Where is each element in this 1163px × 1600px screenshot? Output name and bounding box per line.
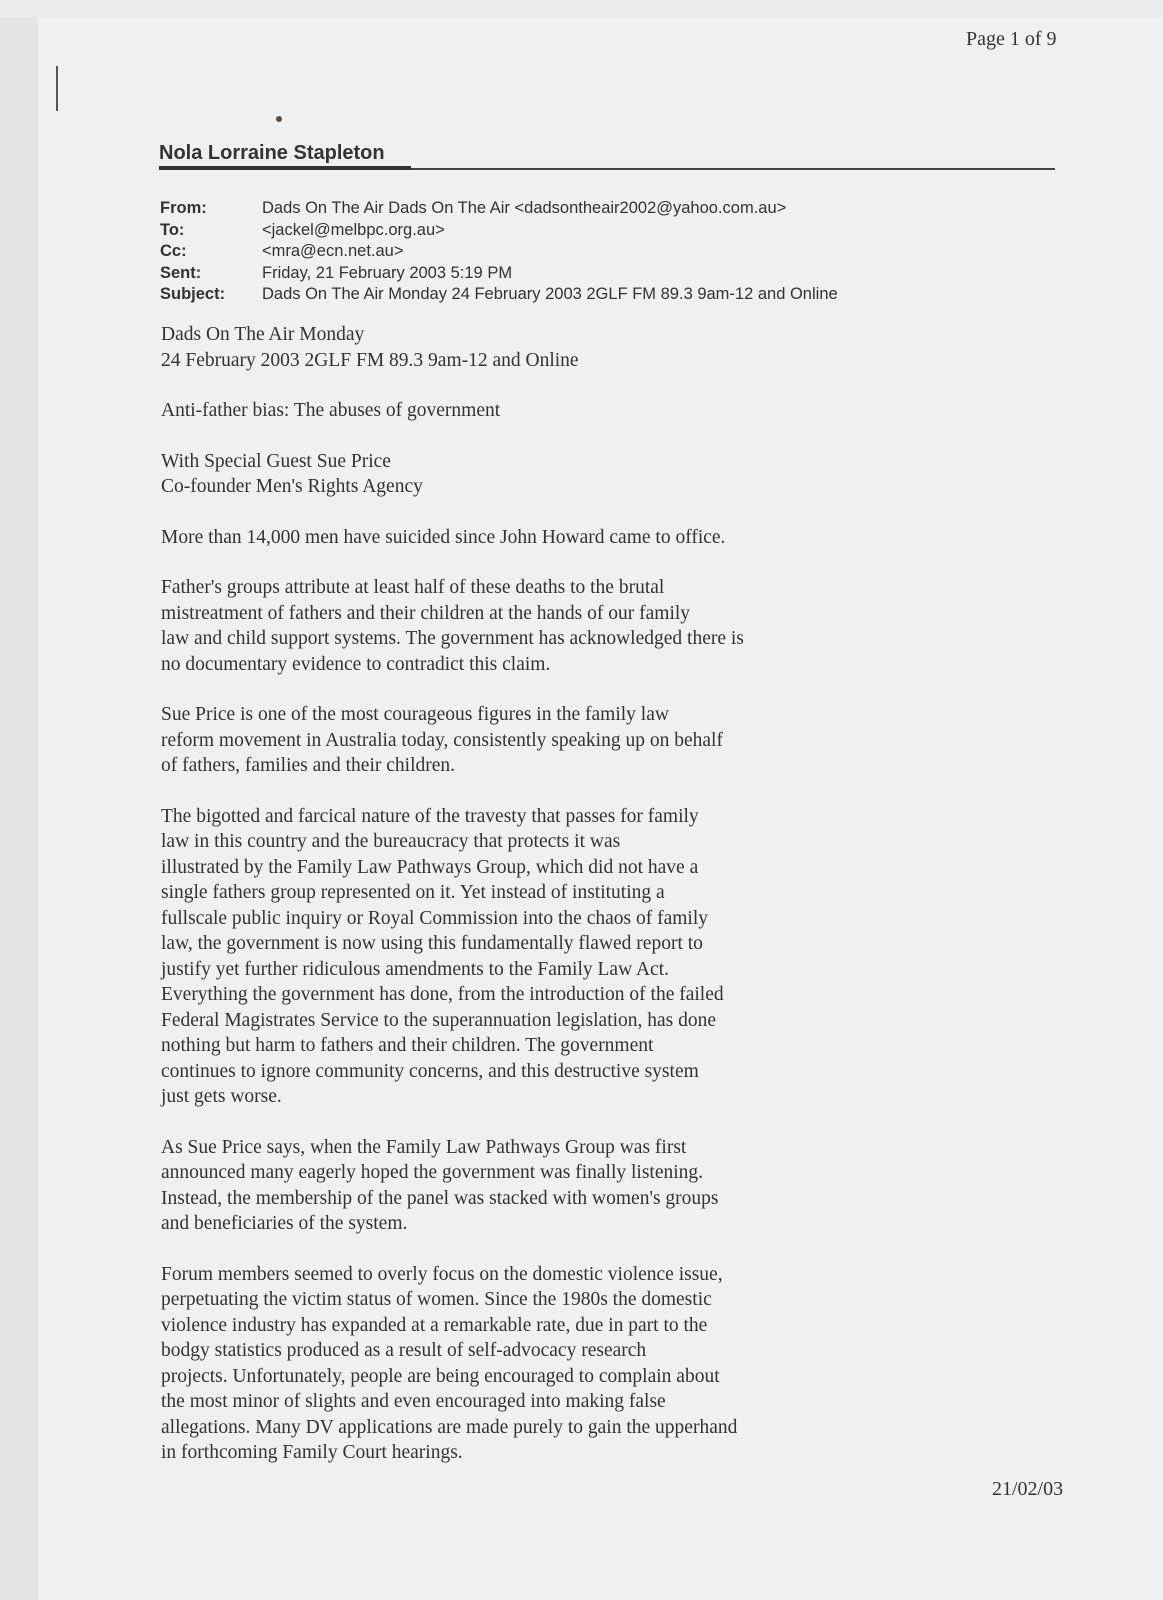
email-body (161, 322, 861, 1491)
body-paragraph: Sue Price is one of the most courageous figures in the family law reform movement in Australia today, consistently speaking up on behalf of fathers, families and their children. (161, 704, 723, 776)
subject-row (160, 284, 838, 306)
body-paragraph-title: Dads On The Air Monday 24 February 2003 2GLF FM 89.3 9am-12 and Online (161, 324, 579, 371)
sender-name: Nola Lorraine Stapleton (159, 142, 385, 164)
body-paragraph: Father's groups attribute at least half of these deaths to the brutal mistreatment of fathers and their children at the hands of our family law and child support systems. The government has acknowledged there is no documentary evidence to contradict this claim. (161, 577, 744, 675)
scan-left-edge (0, 18, 38, 1600)
name-underline (159, 166, 411, 170)
body-paragraph: As Sue Price says, when the Family Law Pathways Group was first announced many eagerly hoped the government was finally listening. Instead, the membership of the panel was stacked with women's groups and beneficiaries of the system. (161, 1136, 719, 1234)
from-label: From: (160, 199, 207, 217)
subject-label: Subject: (160, 285, 226, 303)
body-paragraph-topic: Anti-father bias: The abuses of government (161, 400, 501, 421)
footer-date: 21/02/03 (992, 1478, 1064, 1500)
subject-value: Dads On The Air Monday 24 February 2003 2GLF FM 89.3 9am-12 and Online (262, 285, 838, 303)
body-paragraph: More than 14,000 men have suicided since John Howard came to office. (161, 526, 726, 548)
body-paragraph-guest: With Special Guest Sue Price Co-founder Men's Rights Agency (161, 450, 423, 497)
staple-mark (56, 66, 58, 111)
sent-row (160, 263, 838, 285)
from-row (160, 198, 838, 220)
from-value: Dads On The Air Dads On The Air <dadsontheair2002@yahoo.com.au> (262, 199, 787, 217)
to-row (160, 220, 838, 242)
email-headers (160, 198, 838, 306)
sent-value: Friday, 21 February 2003 5:19 PM (262, 263, 513, 282)
sent-label: Sent: (160, 263, 202, 282)
to-value: <jackel@melbpc.org.au> (262, 220, 445, 239)
cc-row (160, 241, 838, 263)
body-paragraph: The bigotted and farcical nature of the travesty that passes for family law in this country and the bureaucracy that protects it was illustrated by the Family Law Pathways Group, which did not have a single fathers group represented on it. Yet instead of instituting a fullscale public inquiry or Royal Commission into the chaos of family law, the government is now using this fundamentally flawed report to justify yet further ridiculous amendments to the Family Law Act. Everything the government has done, from the introduction of the failed Federal Magistrates Service to the superannuation legislation, has done nothing but harm to fathers and their children. The government continues to ignore community concerns, and this destructive system just gets worse. (161, 805, 724, 1107)
ink-dot (276, 116, 282, 122)
cc-value: <mra@ecn.net.au> (262, 242, 404, 260)
body-paragraph: Forum members seemed to overly focus on the domestic violence issue, perpetuating the victim status of women. Since the 1980s the domestic violence industry has expanded at a remarkable rate, due in part to the bodgy statistics produced as a result of self-advocacy research projects. Unfortunately, people are being encouraged to complain about the most minor of slights and even encouraged into making false allegations. Many DV applications are made purely to gain the upperhand in forthcoming Family Court hearings. (161, 1263, 738, 1463)
page-number: Page 1 of 9 (966, 28, 1057, 50)
to-label: To: (160, 220, 185, 239)
cc-label: Cc: (160, 242, 187, 260)
